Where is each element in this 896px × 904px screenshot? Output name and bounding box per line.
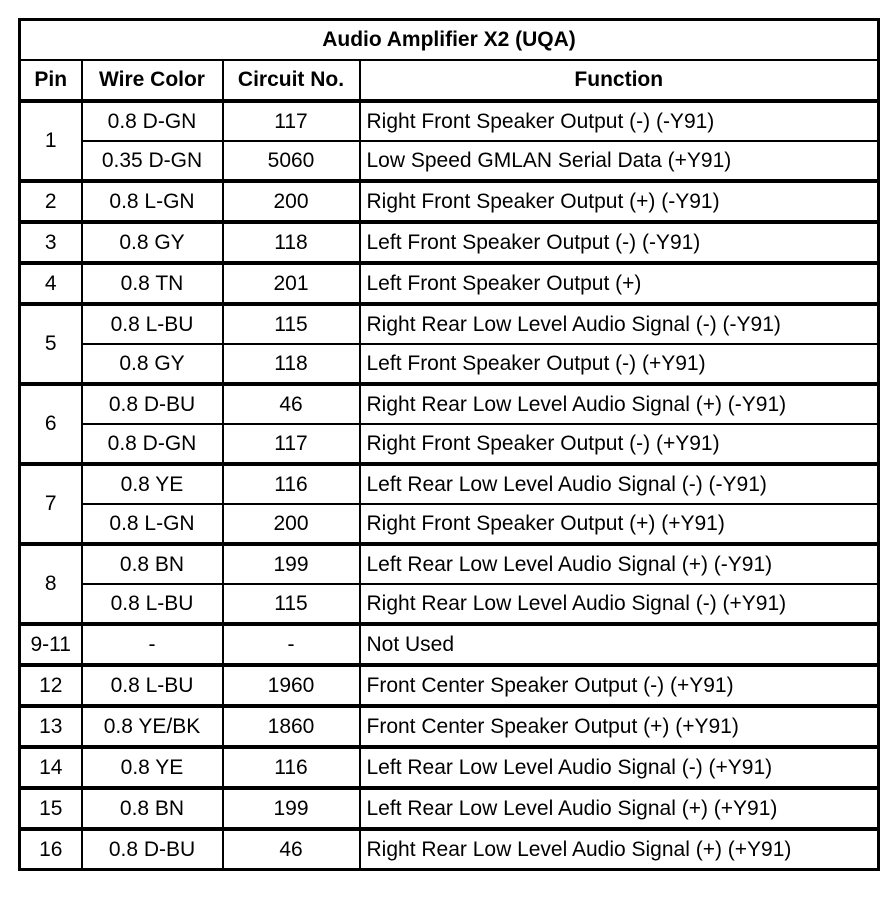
circuit-cell: - (223, 624, 360, 665)
wire-color-cell: 0.8 TN (82, 263, 223, 304)
function-cell: Not Used (360, 624, 879, 665)
circuit-cell: 46 (223, 384, 360, 424)
wire-color-cell: 0.8 D-GN (82, 101, 223, 141)
pin-cell: 1 (20, 101, 82, 181)
header-function: Function (360, 60, 879, 101)
table-row (20, 344, 879, 384)
function-cell: Left Front Speaker Output (+) (360, 263, 879, 304)
title-row (20, 20, 879, 61)
pin-cell: 9-11 (20, 624, 82, 665)
table-title: Audio Amplifier X2 (UQA) (20, 20, 879, 61)
circuit-cell: 200 (223, 504, 360, 544)
function-cell: Right Front Speaker Output (+) (+Y91) (360, 504, 879, 544)
pin-cell: 13 (20, 706, 82, 747)
pin-group (20, 665, 879, 706)
pin-group (20, 829, 879, 870)
table-row (20, 747, 879, 788)
header-pin: Pin (20, 60, 82, 101)
circuit-cell: 199 (223, 544, 360, 584)
wire-color-cell: 0.8 GY (82, 222, 223, 263)
pin-group (20, 181, 879, 222)
wire-color-cell: 0.35 D-GN (82, 141, 223, 181)
circuit-cell: 118 (223, 222, 360, 263)
circuit-cell: 199 (223, 788, 360, 829)
wire-color-cell: 0.8 D-GN (82, 424, 223, 464)
circuit-cell: 117 (223, 424, 360, 464)
table-header (20, 20, 879, 102)
wire-color-cell: 0.8 D-BU (82, 829, 223, 870)
circuit-cell: 1960 (223, 665, 360, 706)
function-cell: Right Front Speaker Output (+) (-Y91) (360, 181, 879, 222)
function-cell: Left Rear Low Level Audio Signal (-) (+Y91) (360, 747, 879, 788)
pin-cell: 15 (20, 788, 82, 829)
wire-color-cell: 0.8 L-GN (82, 504, 223, 544)
pin-cell: 12 (20, 665, 82, 706)
table-row (20, 304, 879, 344)
wire-color-cell: - (82, 624, 223, 665)
header-circuit-no: Circuit No. (223, 60, 360, 101)
function-cell: Left Rear Low Level Audio Signal (+) (-Y91) (360, 544, 879, 584)
function-cell: Right Rear Low Level Audio Signal (+) (-Y91) (360, 384, 879, 424)
header-wire-color: Wire Color (82, 60, 223, 101)
pin-cell: 2 (20, 181, 82, 222)
pin-cell: 6 (20, 384, 82, 464)
table-row (20, 544, 879, 584)
circuit-cell: 115 (223, 304, 360, 344)
wire-color-cell: 0.8 BN (82, 788, 223, 829)
table-row (20, 384, 879, 424)
wire-color-cell: 0.8 YE (82, 747, 223, 788)
connector-pinout-table (18, 18, 880, 871)
pin-group (20, 384, 879, 464)
pin-group (20, 101, 879, 181)
pin-group (20, 222, 879, 263)
table-row (20, 141, 879, 181)
table-row (20, 829, 879, 870)
circuit-cell: 115 (223, 584, 360, 624)
table-row (20, 584, 879, 624)
wire-color-cell: 0.8 D-BU (82, 384, 223, 424)
wire-color-cell: 0.8 L-GN (82, 181, 223, 222)
circuit-cell: 5060 (223, 141, 360, 181)
wire-color-cell: 0.8 YE (82, 464, 223, 504)
circuit-cell: 1860 (223, 706, 360, 747)
function-cell: Right Front Speaker Output (-) (-Y91) (360, 101, 879, 141)
circuit-cell: 201 (223, 263, 360, 304)
table-row (20, 464, 879, 504)
table-row (20, 624, 879, 665)
pin-group (20, 464, 879, 544)
pin-cell: 5 (20, 304, 82, 384)
function-cell: Right Rear Low Level Audio Signal (+) (+Y91) (360, 829, 879, 870)
function-cell: Front Center Speaker Output (+) (+Y91) (360, 706, 879, 747)
pin-group (20, 747, 879, 788)
wire-color-cell: 0.8 L-BU (82, 665, 223, 706)
function-cell: Front Center Speaker Output (-) (+Y91) (360, 665, 879, 706)
table-row (20, 263, 879, 304)
column-header-row (20, 60, 879, 101)
wire-color-cell: 0.8 BN (82, 544, 223, 584)
table-row (20, 101, 879, 141)
pin-group (20, 706, 879, 747)
pin-group (20, 263, 879, 304)
circuit-cell: 116 (223, 464, 360, 504)
wire-color-cell: 0.8 L-BU (82, 304, 223, 344)
circuit-cell: 117 (223, 101, 360, 141)
circuit-cell: 46 (223, 829, 360, 870)
function-cell: Right Rear Low Level Audio Signal (-) (-Y91) (360, 304, 879, 344)
pin-cell: 14 (20, 747, 82, 788)
pin-cell: 4 (20, 263, 82, 304)
table-row (20, 706, 879, 747)
function-cell: Right Rear Low Level Audio Signal (-) (+Y91) (360, 584, 879, 624)
circuit-cell: 118 (223, 344, 360, 384)
pin-group (20, 304, 879, 384)
pin-cell: 16 (20, 829, 82, 870)
function-cell: Left Front Speaker Output (-) (-Y91) (360, 222, 879, 263)
function-cell: Right Front Speaker Output (-) (+Y91) (360, 424, 879, 464)
circuit-cell: 200 (223, 181, 360, 222)
wire-color-cell: 0.8 GY (82, 344, 223, 384)
function-cell: Low Speed GMLAN Serial Data (+Y91) (360, 141, 879, 181)
wire-color-cell: 0.8 L-BU (82, 584, 223, 624)
pin-cell: 8 (20, 544, 82, 624)
table-row (20, 181, 879, 222)
pin-group (20, 544, 879, 624)
table-row (20, 788, 879, 829)
function-cell: Left Front Speaker Output (-) (+Y91) (360, 344, 879, 384)
function-cell: Left Rear Low Level Audio Signal (-) (-Y91) (360, 464, 879, 504)
circuit-cell: 116 (223, 747, 360, 788)
function-cell: Left Rear Low Level Audio Signal (+) (+Y91) (360, 788, 879, 829)
pin-group (20, 788, 879, 829)
pin-group (20, 624, 879, 665)
pin-cell: 7 (20, 464, 82, 544)
wire-color-cell: 0.8 YE/BK (82, 706, 223, 747)
table-row (20, 665, 879, 706)
table-row (20, 222, 879, 263)
pin-cell: 3 (20, 222, 82, 263)
table-row (20, 424, 879, 464)
table-row (20, 504, 879, 544)
